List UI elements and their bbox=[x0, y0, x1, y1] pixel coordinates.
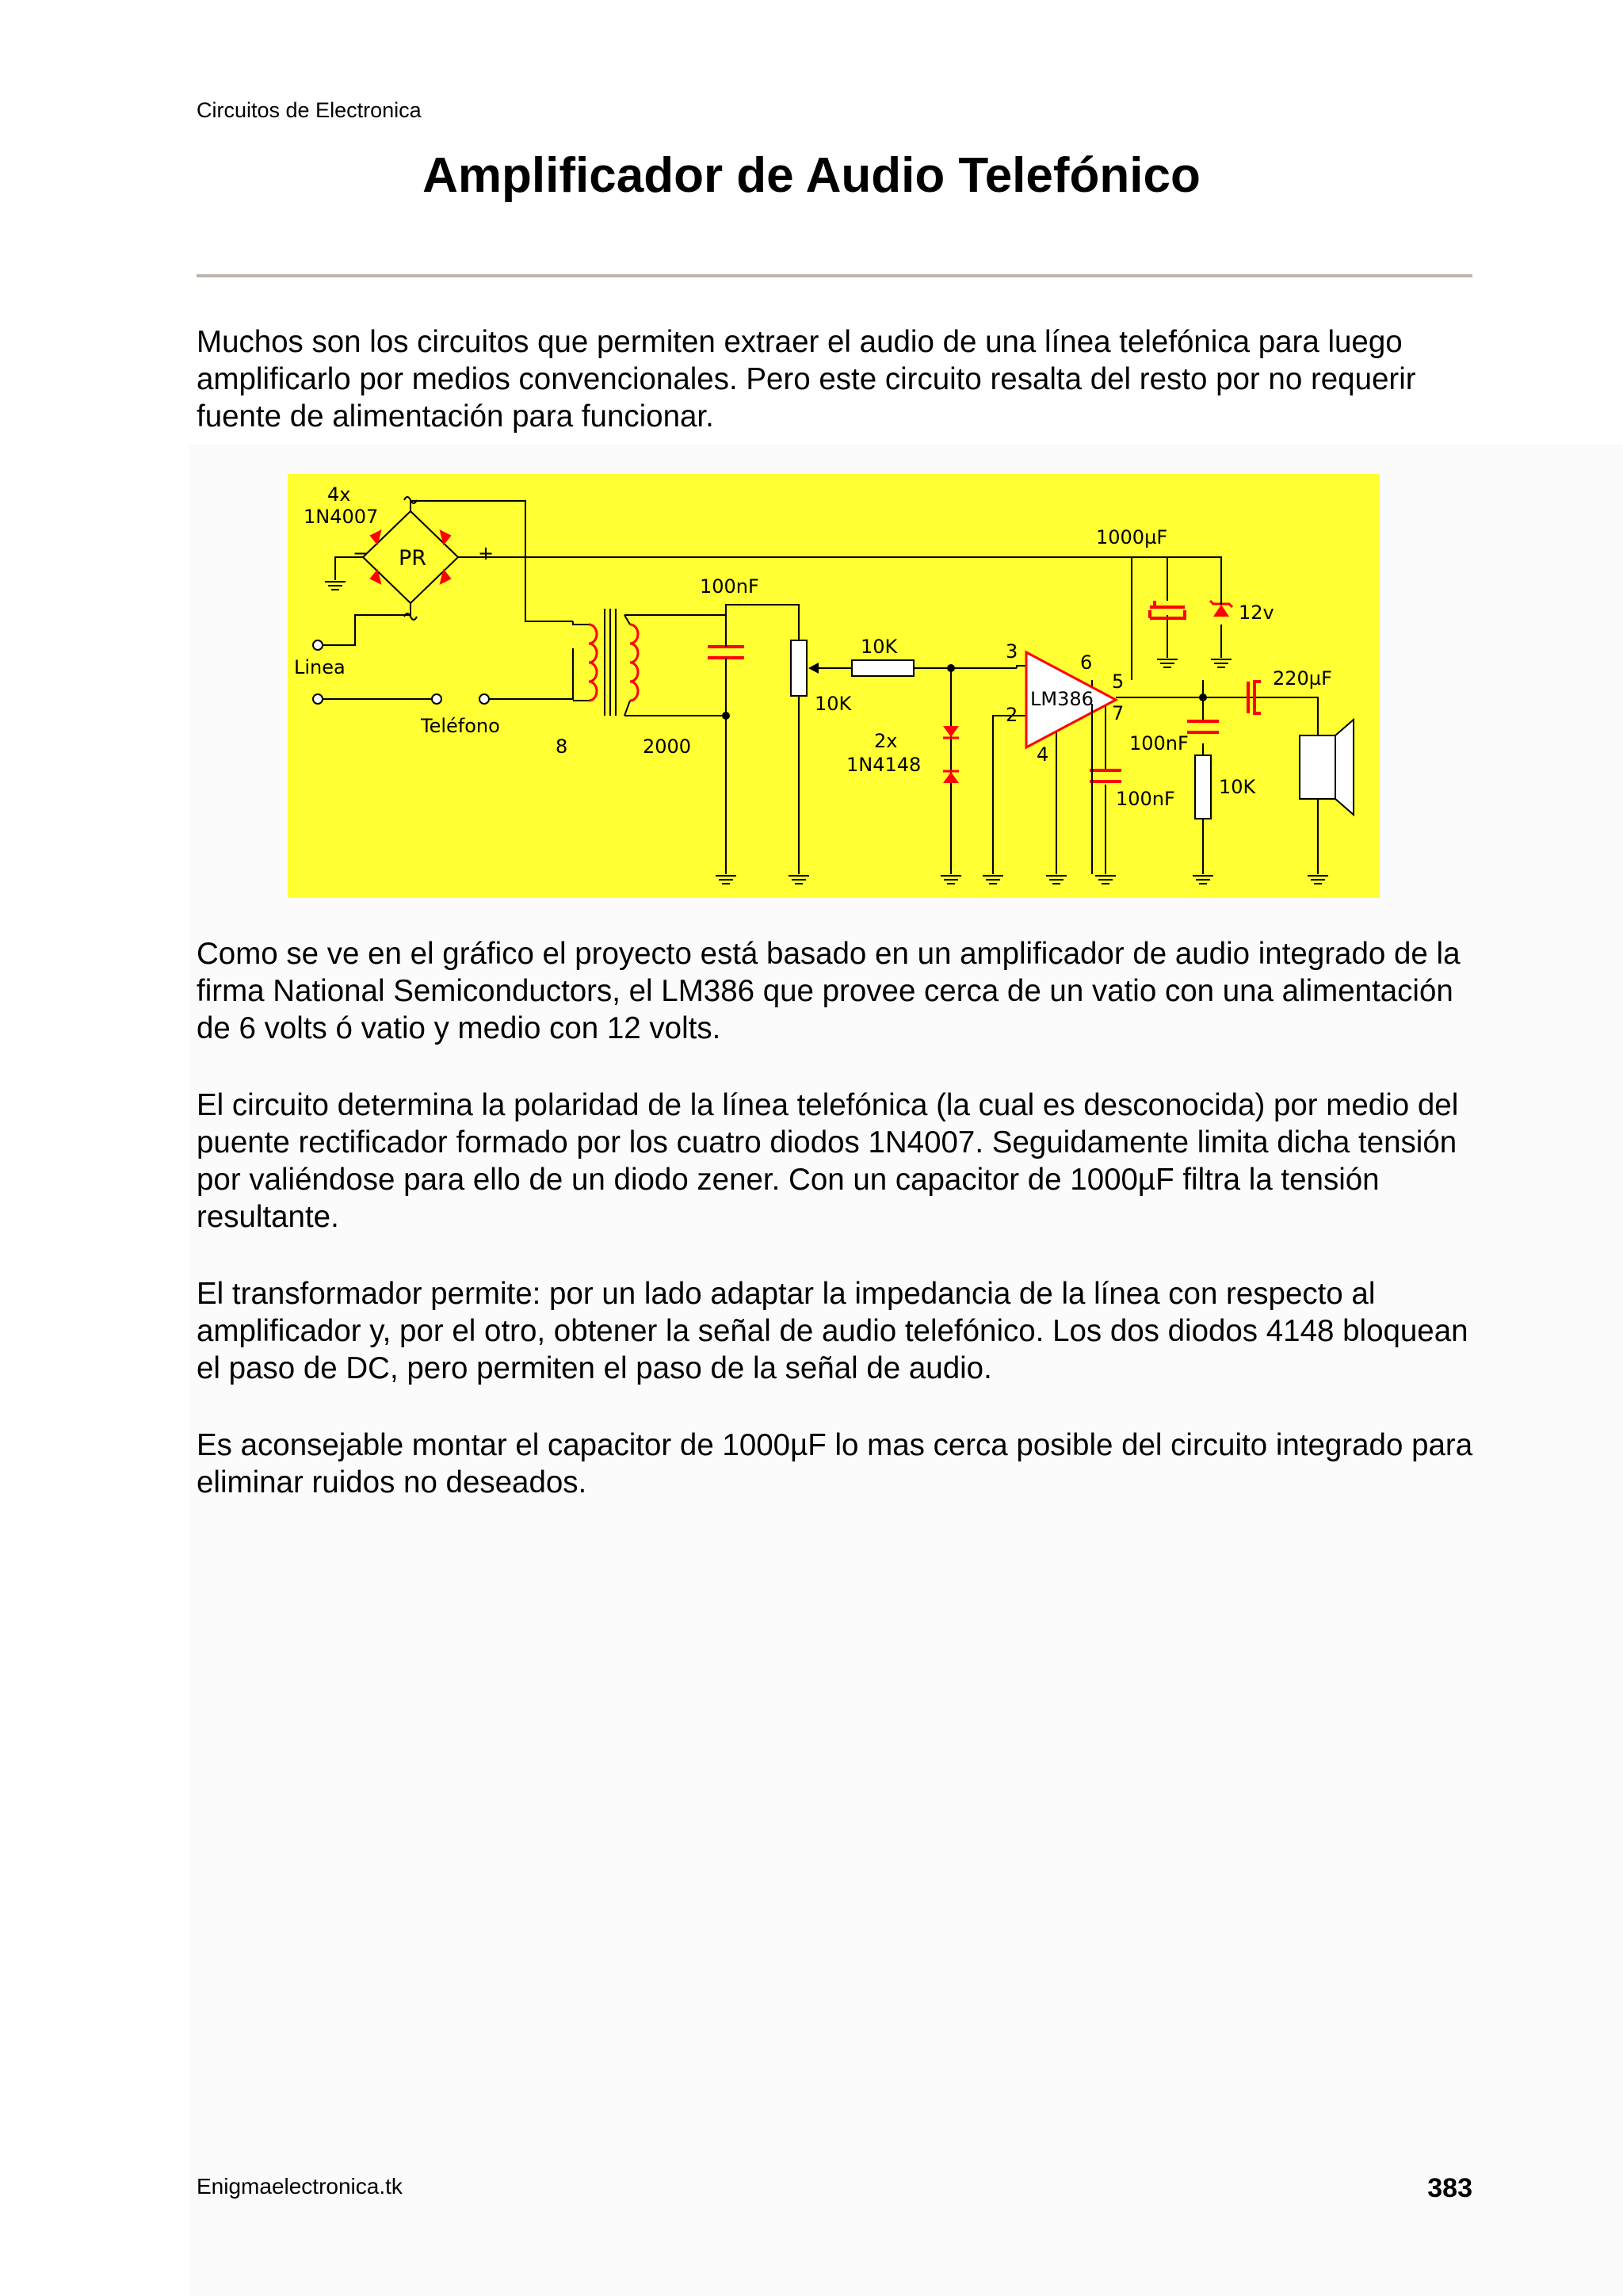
paragraph-bridge: El circuito determina la polaridad de la línea telefónica (la cual es desconocida) por medio del puente rectificador formado por los cuatro diodos 1N4007. Seguidamente limita dicha tensión por valiéndose para ello de un diodo zener. Con un capacitor de 1000µF filtra la tensión resultante. bbox=[197, 1088, 1459, 1234]
circuit-schematic bbox=[288, 474, 1380, 898]
label-cap-filter: 1000µF bbox=[1096, 526, 1168, 548]
title-divider bbox=[197, 274, 1472, 277]
paragraph-transformer: El transformador permite: por un lado adaptar la impedancia de la línea con respecto al amplificador y, por el otro, obtener la señal de audio telefónico. Los dos diodos 4148 bloquean el paso de DC, pero permiten el paso de la señal de audio. bbox=[197, 1277, 1468, 1385]
label-pin7: 7 bbox=[1112, 702, 1125, 724]
label-phone: Teléfono bbox=[421, 715, 500, 737]
svg-text:PR: PR bbox=[399, 546, 427, 571]
label-line: Linea bbox=[294, 656, 346, 678]
label-pin6: 6 bbox=[1080, 651, 1093, 674]
page-number: 383 bbox=[1427, 2173, 1472, 2203]
schematic-background bbox=[288, 474, 1380, 898]
label-bridge-diode: 1N4007 bbox=[304, 506, 379, 528]
paragraph-capacitor-tip: Es aconsejable montar el capacitor de 1000µF lo mas cerca posible del circuito integrado para eliminar ruidos no deseados. bbox=[197, 1428, 1473, 1499]
label-pin3: 3 bbox=[1006, 640, 1018, 663]
label-signal-diodes-count: 2x bbox=[874, 730, 898, 752]
label-res-zobel: 10K bbox=[1219, 776, 1256, 798]
svg-text:LM386: LM386 bbox=[1030, 688, 1094, 710]
label-turns-primary: 8 bbox=[556, 735, 568, 758]
label-cap-output: 220µF bbox=[1273, 667, 1332, 690]
label-minus: − bbox=[353, 542, 369, 564]
label-res-series: 10K bbox=[861, 636, 898, 658]
paragraph-lm386: Como se ve en el gráfico el proyecto está basado en un amplificador de audio integrado de la firma National Semiconductors, el LM386 que provee cerca de un vatio con una alimentación de 6 volts ó vatio y medio con 12 volts. bbox=[197, 937, 1461, 1045]
label-bridge-count: 4x bbox=[327, 483, 351, 506]
intro-paragraph: Muchos son los circuitos que permiten extraer el audio de una línea telefónica para luego amplificarlo por medios convencionales. Pero este circuito resalta del resto por no requerir fuente de alimentación para funcionar. bbox=[197, 325, 1416, 434]
label-plus: + bbox=[478, 542, 495, 564]
label-pin5: 5 bbox=[1112, 670, 1125, 693]
label-cap-zobel: 100nF bbox=[1129, 732, 1189, 755]
label-pin4: 4 bbox=[1037, 743, 1049, 766]
label-cap-bypass: 100nF bbox=[1116, 788, 1175, 810]
footer-site: Enigmaelectronica.tk bbox=[197, 2174, 403, 2199]
label-pin2: 2 bbox=[1006, 704, 1018, 726]
label-pot: 10K bbox=[815, 693, 852, 715]
page-title: Amplificador de Audio Telefónico bbox=[422, 148, 1201, 203]
label-zener: 12v bbox=[1239, 602, 1274, 624]
label-turns-secondary: 2000 bbox=[643, 735, 692, 758]
label-signal-diodes: 1N4148 bbox=[846, 754, 922, 776]
label-cap-input: 100nF bbox=[700, 575, 759, 598]
running-header: Circuitos de Electronica bbox=[197, 98, 422, 122]
